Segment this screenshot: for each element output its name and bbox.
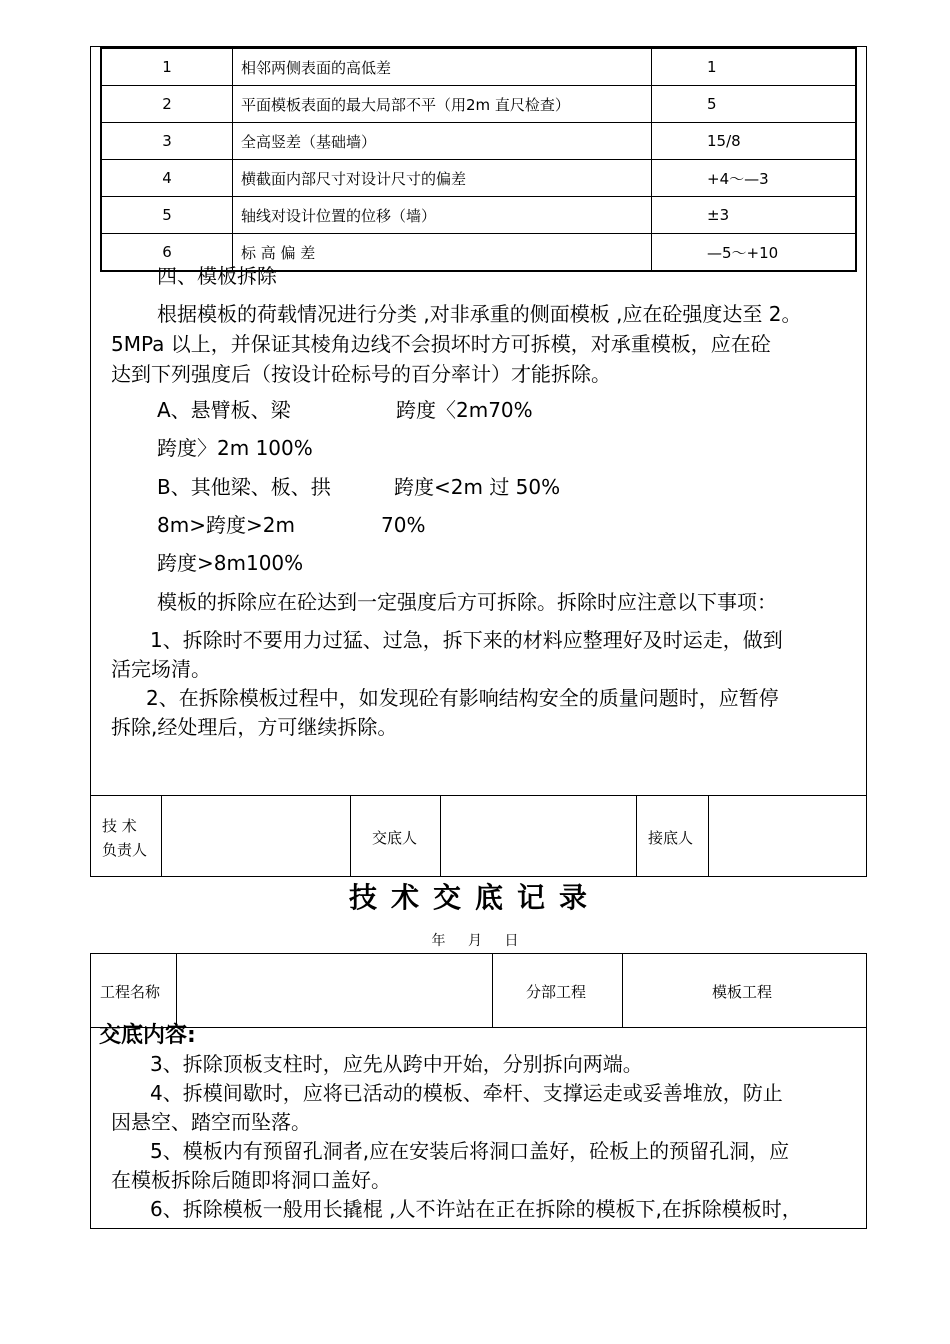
- table-row: [101, 86, 856, 123]
- project-name-field[interactable]: [177, 954, 492, 1027]
- row-number-cell: 3: [101, 123, 233, 160]
- item-cell: 相邻两侧表面的高低差: [233, 48, 652, 86]
- section-heading: 四、模板拆除: [157, 264, 277, 288]
- cell-divider: [492, 953, 493, 1028]
- removal-case-b-line3: 跨度>8m100%: [157, 551, 304, 575]
- note-item-6: 6、拆除模板一般用长撬棍 ,人不许站在正在拆除的模板下,在拆除模板时，: [150, 1197, 802, 1221]
- table-row: [101, 197, 856, 234]
- item-cell: 轴线对设计位置的位移（墙）: [233, 197, 652, 234]
- note-item-4: 4、拆模间歇时，应将已活动的模板、牵杆、支撑运走或妥善堆放，防止: [150, 1081, 783, 1105]
- row-number-cell: 4: [101, 160, 233, 197]
- removal-case-a-line2: 跨度〉2m 100%: [157, 436, 313, 460]
- sub-project-value: 模板工程: [712, 983, 773, 1001]
- item-cell: 平面模板表面的最大局部不平（用2m 直尺检查）: [233, 86, 652, 123]
- note-item-3: 3、拆除顶板支柱时，应先从跨中开始，分别拆向两端。: [150, 1052, 643, 1076]
- note-item-4-cont: 因悬空、踏空而坠落。: [111, 1110, 311, 1134]
- table-row: [101, 48, 856, 86]
- row-number-cell: 1: [101, 48, 233, 86]
- item-cell: 全高竖差（基础墙）: [233, 123, 652, 160]
- sub-project-label: 分部工程: [526, 983, 587, 1001]
- discloser-label: 交底人: [372, 829, 418, 847]
- note-item-2: 2、在拆除模板过程中，如发现砼有影响结构安全的质量问题时，应暂停: [146, 686, 779, 710]
- item-cell: 横截面内部尺寸对设计尺寸的偏差: [233, 160, 652, 197]
- tech-lead-label: 技 术: [102, 817, 137, 835]
- note-item-2-cont: 拆除,经处理后，方可继续拆除。: [111, 715, 398, 739]
- receiver-label: 接底人: [648, 829, 694, 847]
- row-number-cell: 6: [101, 234, 233, 272]
- tech-lead-label-line2: 负责人: [102, 841, 148, 859]
- tolerance-table: [100, 47, 857, 272]
- tolerance-value-cell: +4～—3: [652, 160, 857, 197]
- paragraph-line: 模板的拆除应在砼达到一定强度后方可拆除。拆除时应注意以下事项：: [157, 590, 777, 614]
- table-row: [101, 160, 856, 197]
- paragraph-line: 达到下列强度后（按设计砼标号的百分率计）才能拆除。: [111, 362, 611, 386]
- row-number-cell: 5: [101, 197, 233, 234]
- paragraph-line: 5MPa 以上，并保证其棱角边线不会损坏时方可拆模，对承重模板，应在砼: [111, 332, 771, 356]
- note-item-5-cont: 在模板拆除后随即将洞口盖好。: [111, 1168, 391, 1192]
- project-name-label: 工程名称: [100, 983, 161, 1001]
- removal-case-b-line2-span: 8m>跨度>2m: [157, 513, 295, 537]
- removal-case-b-line2-pct: 70%: [381, 513, 426, 537]
- removal-case-b-label: B、其他梁、板、拱: [157, 475, 331, 499]
- document-title: 技术交底记录: [348, 881, 601, 914]
- cell-divider: [636, 796, 637, 877]
- receiver-signature-field[interactable]: [709, 796, 866, 876]
- row-number-cell: 2: [101, 86, 233, 123]
- note-item-1: 1、拆除时不要用力过猛、过急，拆下来的材料应整理好及时运走，做到: [150, 628, 783, 652]
- content-label: 交底内容:: [99, 1023, 196, 1048]
- note-item-1-cont: 活完场清。: [111, 657, 211, 681]
- header-row-divider: [90, 1027, 867, 1028]
- item-cell: 标 高 偏 差: [233, 234, 652, 272]
- cell-divider: [350, 796, 351, 877]
- discloser-signature-field[interactable]: [441, 796, 636, 876]
- tech-lead-signature-field[interactable]: [162, 796, 350, 876]
- removal-case-a-span: 跨度〈2m70%: [396, 398, 533, 422]
- tolerance-value-cell: 15/8: [652, 123, 857, 160]
- tolerance-value-cell: 1: [652, 48, 857, 86]
- table-row: [101, 123, 856, 160]
- cell-divider: [622, 953, 623, 1028]
- tolerance-value-cell: 5: [652, 86, 857, 123]
- removal-case-b-span: 跨度<2m 过 50%: [394, 475, 561, 499]
- paragraph-line: 根据模板的荷载情况进行分类 ,对非承重的侧面模板 ,应在砼强度达至 2。: [157, 302, 802, 326]
- date-line: 年 月 日: [431, 933, 519, 949]
- removal-case-a-label: A、悬臂板、梁: [157, 398, 291, 422]
- tolerance-value-cell: —5～+10: [652, 234, 857, 272]
- tolerance-value-cell: ±3: [652, 197, 857, 234]
- note-item-5: 5、模板内有预留孔洞者,应在安装后将洞口盖好，砼板上的预留孔洞，应: [150, 1139, 790, 1163]
